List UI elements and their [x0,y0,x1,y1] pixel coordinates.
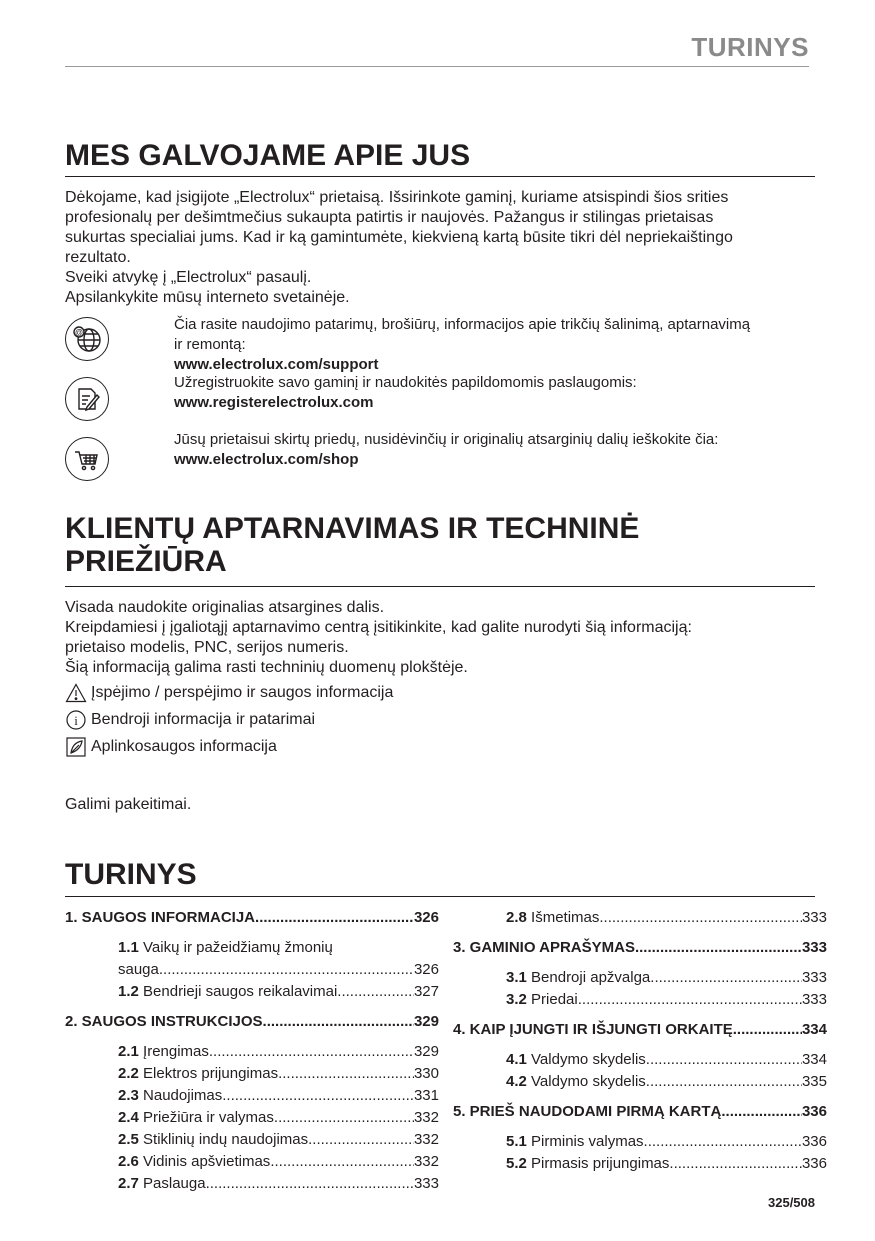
register-link-block [174,373,824,413]
toc-entry-sub[interactable]: 2.7 Paslauga ..... 333 [65,1173,439,1195]
toc-entry-sub[interactable]: 3.2 Priedai ..... 333 [453,989,827,1011]
environment-icon [65,737,87,757]
toc-entry-sub[interactable]: 2.2 Elektros prijungimas ..... 330 [65,1063,439,1085]
symbol-label: Aplinkosaugos informacija [91,738,277,755]
toc-entry-chapter[interactable]: 3. GAMINIO APRAŠYMAS ..... 333 [453,937,827,959]
svg-text:@: @ [75,328,83,337]
support-url-link[interactable]: www.electrolux.com/support [174,356,379,373]
toc-entry-sub[interactable]: 2.6 Vidinis apšvietimas ..... 332 [65,1151,439,1173]
toc-entry-sub[interactable]: 4.2 Valdymo skydelis ..... 335 [453,1071,827,1093]
symbol-row-environment [65,737,277,757]
register-url-link[interactable]: www.registerelectrolux.com [174,394,374,411]
globe-icon [65,317,109,361]
intro-line: profesionalų per dešimtmečius sukaupta patirtis ir naujovės. Pažangus ir stilingas prietaisas [65,209,714,226]
support-text: ir remontą: [174,336,246,353]
toc-entry-sub[interactable]: 2.1 Įrengimas ..... 329 [65,1041,439,1063]
intro-title-rule [65,176,815,177]
service-title-line: PRIEŽIŪRA [65,545,227,578]
info-icon [65,710,87,730]
symbol-label: Bendroji informacija ir patarimai [91,711,316,728]
toc-entry-sub[interactable]: 2.3 Naudojimas ..... 331 [65,1085,439,1107]
shop-url-link[interactable]: www.electrolux.com/shop [174,451,359,468]
page-number: 325/508 [768,1195,815,1210]
toc-entry-sub[interactable]: 2.8 Išmetimas ..... 333 [453,907,827,929]
intro-line: sukurtas specialiai jums. Kad ir ką gamintumėte, kiekvieną kartą būsite tikri dėl nepriekaištingo [65,229,733,246]
toc-entry-chapter[interactable]: 4. KAIP ĮJUNGTI IR IŠJUNGTI ORKAITĘ ..... 334 [453,1019,827,1041]
toc-entry-sub[interactable]: 4.1 Valdymo skydelis ..... 334 [453,1049,827,1071]
support-link-block [174,315,824,375]
service-line: Kreipdamiesi į įgaliotąjį aptarnavimo centrą įsitikinkite, kad galite nurodyti šią informaciją: [65,619,692,636]
cart-icon [65,437,109,481]
register-icon [65,377,109,421]
shop-link-block [174,430,824,470]
toc-title: TURINYS [65,858,197,891]
warning-icon [65,683,87,703]
svg-text:i: i [74,713,78,728]
intro-line: Apsilankykite mūsų interneto svetainėje. [65,289,350,306]
toc-entry-sub[interactable]: 3.1 Bendroji apžvalga ..... 333 [453,967,827,989]
toc-entry-sub[interactable]: 2.4 Priežiūra ir valymas ..... 332 [65,1107,439,1129]
toc-entry-sub[interactable]: 1.2 Bendrieji saugos reikalavimai ..... 327 [65,981,439,1003]
service-line: prietaiso modelis, PNC, serijos numeris. [65,639,349,656]
toc-entry-chapter[interactable]: 1. SAUGOS INFORMACIJA ..... 326 [65,907,439,929]
symbol-row-warning [65,683,393,703]
intro-title: MES GALVOJAME APIE JUS [65,139,471,172]
intro-line: Dėkojame, kad įsigijote „Electrolux“ prietaisą. Išsirinkote gaminį, kuriame atsispindi šios srities [65,189,729,206]
service-title-line: KLIENTŲ APTARNAVIMAS IR TECHNINĖ [65,512,640,545]
shop-text: Jūsų prietaisui skirtų priedų, nusidėvinčių ir originalių atsarginių dalių ieškokite čia: [174,431,719,448]
symbol-row-info [65,710,315,730]
running-title: TURINYS [691,32,809,62]
changes-note: Galimi pakeitimai. [65,796,192,813]
intro-line: rezultato. [65,249,131,266]
service-paragraph [65,598,815,678]
toc-entry-sub[interactable]: 1.1 Vaikų ir pažeidžiamų žmonių sauga ..... 326 [65,937,439,981]
toc-entry-chapter[interactable]: 2. SAUGOS INSTRUKCIJOS ..... 329 [65,1011,439,1033]
service-line: Visada naudokite originalias atsargines dalis. [65,599,385,616]
toc-entry-sub[interactable]: 5.1 Pirminis valymas ..... 336 [453,1131,827,1153]
service-title [65,512,639,578]
toc-entry-sub[interactable]: 2.5 Stiklinių indų naudojimas ..... 332 [65,1129,439,1151]
symbol-label: Įspėjimo / perspėjimo ir saugos informacija [91,684,394,701]
service-title-rule [65,586,815,587]
header-rule [65,66,809,67]
intro-paragraph [65,188,815,308]
service-line: Šią informaciją galima rasti techninių duomenų plokštėje. [65,659,468,676]
toc-right-column [453,907,827,1175]
register-text: Užregistruokite savo gaminį ir naudokitės papildomomis paslaugomis: [174,374,637,391]
support-text: Čia rasite naudojimo patarimų, brošiūrų, informacijos apie trikčių šalinimą, aptarnavimą [174,316,751,333]
intro-line: Sveiki atvykę į „Electrolux“ pasaulį. [65,269,312,286]
toc-entry-chapter[interactable]: 5. PRIEŠ NAUDODAMI PIRMĄ KARTĄ ..... 336 [453,1101,827,1123]
toc-title-rule [65,896,815,897]
toc-left-column [65,907,439,1195]
toc-entry-sub[interactable]: 5.2 Pirmasis prijungimas ..... 336 [453,1153,827,1175]
